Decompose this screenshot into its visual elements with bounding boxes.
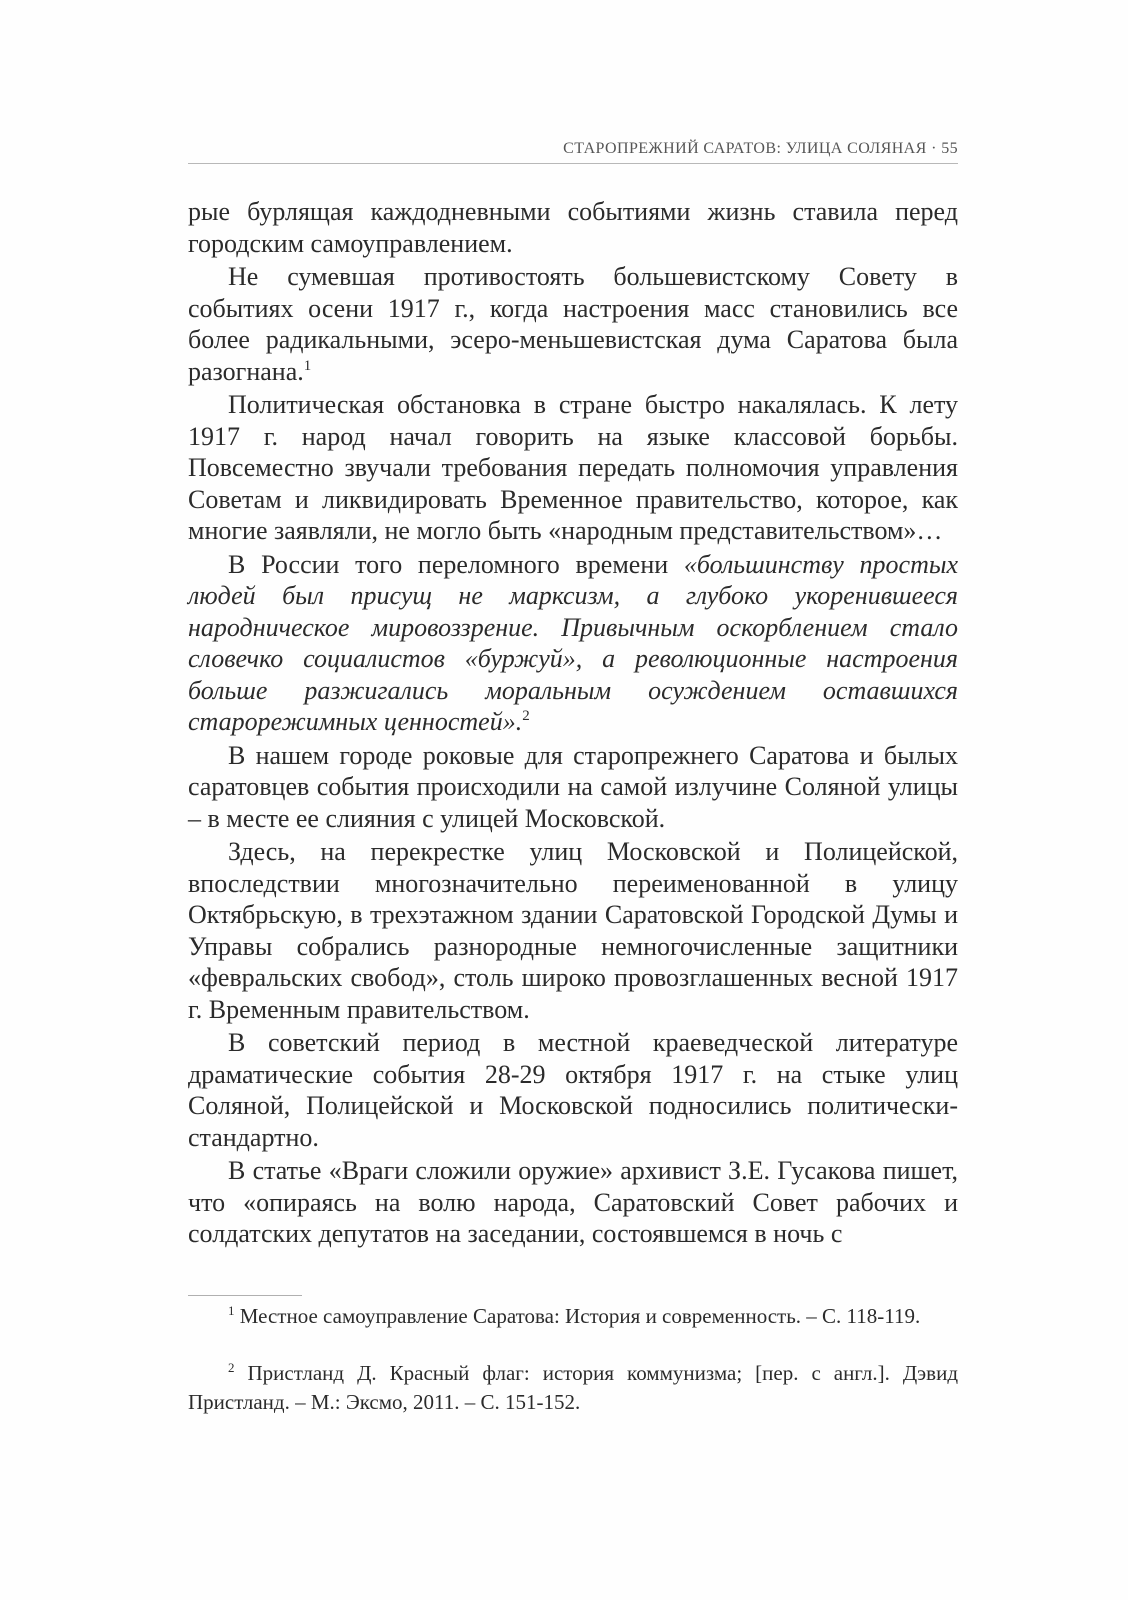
footnote-2 <box>188 1359 958 1417</box>
paragraph-7: В советский период в местной краеведческой литературе драматические события 28-29 октября 1917 г. на стыке улиц Соляной, Полицейской и Московской подносились политически-стандартно. <box>188 1028 958 1152</box>
paragraph-4 <box>188 549 958 738</box>
footnote-2-mark: 2 <box>228 1360 235 1375</box>
paragraph-4-lead: В России того переломного времени <box>228 549 684 579</box>
footnote-1-mark: 1 <box>228 1303 235 1318</box>
paragraph-8: В статье «Враги сложили оружие» архивист З.Е. Гусакова пишет, что «опираясь на волю народа, Саратовский Совет рабочих и солдатских депутатов на заседании, состоявшемся в ночь с <box>188 1156 958 1248</box>
paragraph-2-text: Не сумевшая противостоять большевистскому Совету в событиях осени 1917 г., когда настроения масс становились все более радикальными, эсеро-меньшевистская дума Саратова была разогнана. <box>188 262 958 386</box>
paragraph-5: В нашем городе роковые для старопрежнего Саратова и былых саратовцев события происходили на самой излучине Соляной улицы – в месте ее слияния с улицей Московской. <box>188 740 958 833</box>
paragraph-1: рые бурлящая каждодневными событиями жизнь ставила перед городским самоуправлением. <box>188 197 958 258</box>
footnote-ref-2[interactable]: 2 <box>522 708 530 724</box>
header-rule <box>188 163 958 164</box>
footnote-2-text: Пристланд Д. Красный флаг: история коммунизма; [пер. с англ.]. Дэвид Пристланд. – М.: Эксмо, 2011. – С. 151-152. <box>188 1361 958 1414</box>
footnotes <box>188 1302 958 1445</box>
footnote-1 <box>188 1302 958 1331</box>
paragraph-2 <box>188 261 958 387</box>
footnote-rule <box>188 1295 302 1296</box>
footnote-ref-1[interactable]: 1 <box>303 357 312 374</box>
paragraph-6: Здесь, на перекрестке улиц Московской и Полицейской, впоследствии многозначительно переименованной в улицу Октябрьскую, в трехэтажном здании Саратовской Городской Думы и Управы собрались разнородные немногочисленные защитники «февральских свобод», столь широко провозглашенных весной 1917 г. Временным правительством. <box>188 837 958 1024</box>
book-page <box>188 0 958 1600</box>
main-text <box>188 196 958 1250</box>
footnote-1-text: Местное самоуправление Саратова: История и современность. – С. 118-119. <box>239 1304 921 1328</box>
running-header: СТАРОПРЕЖНИЙ САРАТОВ: УЛИЦА СОЛЯНАЯ · 55 <box>563 140 958 157</box>
paragraph-4-quote: «большинству простых людей был присущ не марксизм, а глубоко укоренившееся народническое мировоззрение. Привычным оскорблением стало словечко социалистов «буржуй», а революционные настроения больше разжигались моральным осуждением оставшихся старорежимных ценностей». <box>188 549 958 736</box>
paragraph-3: Политическая обстановка в стране быстро накалялась. К лету 1917 г. народ начал говорить на языке классовой борьбы. Повсеместно звучали требования передать полномочия управления Советам и ликвидировать Временное правительство, которое, как многие заявляли, не могло быть «народным представительством»… <box>188 390 958 545</box>
